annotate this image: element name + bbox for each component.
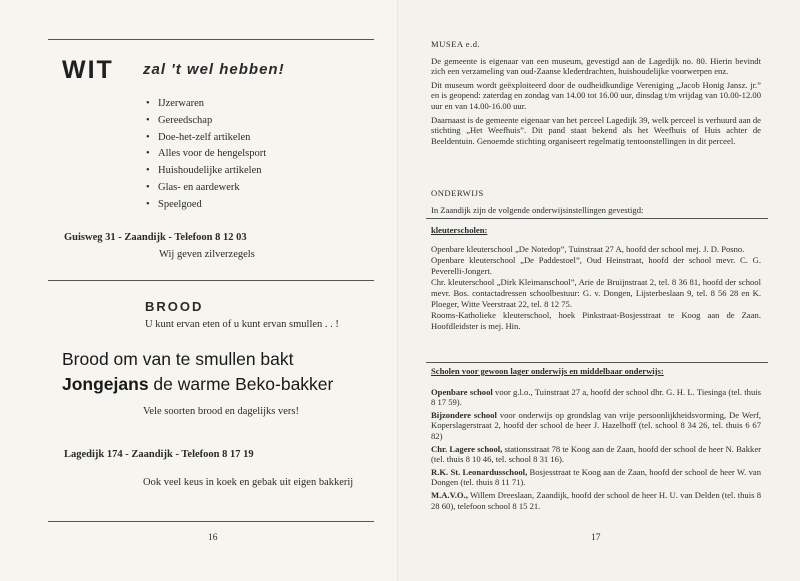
onderwijs-heading: ONDERWIJS [431,188,484,198]
list-item: Chr. kleuterschool „Dirk Kleimanschool”, Arie de Bruijnstraat 2, tel. 8 36 81, hoofd der school mevr. Bos. contactadressen schoolbestuur: G. v. Dongen, Lijsterbeslaan 9, tel. 8 56 28 en K. Ploeger, Witte Veerstraat 22, tel. 8 12 75. [431,277,761,309]
kleuter-heading: kleuterscholen: [431,225,488,235]
brood-ad-address: Lagedijk 174 - Zaandijk - Telefoon 8 17 19 [64,449,254,460]
list-item: • Doe-het-zelf artikelen [146,130,266,147]
list-item: Openbare kleuterschool „De Paddestoel”, Oud Heinstraat, hoofd der school mevr. C. G. Peverelli-Jongert. [431,255,761,276]
bakery-tagline: de warme Beko-bakker [148,374,334,394]
page-number-right: 17 [591,533,601,543]
school-details: stationsstraat 78 te Koog aan de Zaan, hoofd der school de heer N. Bakker (tel. thuis 8 10 46, tel. school 8 31 16). [431,443,761,465]
brood-ad-subheading: U kunt ervan eten of u kunt ervan smullen . . ! [145,319,339,330]
onderwijs-section [431,188,761,215]
musea-section [431,39,761,146]
list-item [431,467,761,488]
brood-ad-line1: Brood om van te smullen bakt [62,349,294,369]
musea-paragraph-1: De gemeente is eigenaar van een museum, gevestigd aan de Lagedijk no. 80. Hierin bevindt zich een verzameling van oud-Zaanse klederdrachten, huishoudelijke voorwerpen enz. [431,55,761,77]
school-name: Openbare school [431,386,493,397]
wit-ad-stamps: Wij geven zilverzegels [159,249,255,260]
list-item [431,387,761,408]
list-item: • Huishoudelijke artikelen [146,163,266,180]
list-item: • IJzerwaren [146,96,266,113]
bottom-rule [48,521,374,522]
wit-ad-slogan: zal 't wel hebben! [143,61,285,78]
divider-rule [48,280,374,281]
school-name: R.K. St. Leonardusschool, [431,466,528,477]
school-name: Chr. Lagere school, [431,443,503,454]
page-number-left: 16 [208,533,218,543]
school-details: voor onderwijs op grondslag van vrije persoonlijkheidsvorming, De Werf, Koperslagerstraat 2, hoofd der school de heer J. Hazelhoff (tel. school 8 34 26, tel. thuis 6 67 82) [431,409,761,441]
kleuterscholen-section [431,225,761,331]
list-item: • Glas- en aardewerk [146,180,266,197]
brood-ad-line2 [62,374,333,395]
lager-heading: Scholen voor gewoon lager onderwijs en middelbaar onderwijs: [431,366,664,376]
musea-heading: MUSEA e.d. [431,39,481,49]
wit-ad-address: Guisweg 31 - Zaandijk - Telefoon 8 12 03 [64,232,247,243]
top-rule [48,39,374,40]
bakery-name: Jongejans [62,374,149,394]
musea-paragraph-3: Daarnaast is de gemeente eigenaar van het perceel Lagedijk 39, welk perceel is verhuurd aan de stichting „Het Weefhuis”. Dit pand staat bekend als het Weefhuis of Huis achter de Beeldentuin. Genoemde stichting organiseert regelmatig tentoonstellingen in dit perceel. [431,114,761,146]
school-details: voor g.l.o., Tuinstraat 27 a, hoofd der school dhr. G. H. L. Tiesinga (tel. thuis 8 17 59). [431,386,761,408]
list-item [431,490,761,511]
list-item: • Gereedschap [146,113,266,130]
list-item [431,410,761,442]
onderwijs-rule-2 [426,362,768,363]
list-item: Openbare kleuterschool „De Notedop”, Tuinstraat 27 A, hoofd der school mej. J. D. Posno. [431,243,745,254]
school-name: Bijzondere school [431,409,497,420]
wit-ad-title: WIT [62,56,114,84]
list-item: Rooms-Katholieke kleuterschool, hoek Pinkstraat-Bosjesstraat te Koog aan de Zaan. Hoofdleidster is mej. Hin. [431,310,761,331]
school-name: M.A.V.O., [431,489,468,500]
brood-ad-heading: BROOD [145,299,204,314]
onderwijs-intro: In Zaandijk zijn de volgende onderwijsinstellingen gevestigd: [431,204,644,215]
onderwijs-rule-1 [426,218,768,219]
wit-product-list [146,96,266,214]
list-item: • Alles voor de hengelsport [146,146,266,163]
brood-ad-closing: Ook veel keus in koek en gebak uit eigen bakkerij [143,477,354,488]
list-item [431,444,761,465]
brood-ad-tagline: Vele soorten brood en dagelijks vers! [143,406,299,417]
lager-onderwijs-section [431,366,761,511]
musea-paragraph-2: Dit museum wordt geëxploiteerd door de oudheidkundige Vereniging „Jacob Honig Jansz. jr.” en is geopend: zaterdag en zondag van 14.00 tot 16.00 uur, dinsdag t/m vrijdag van 10.00-12.00 uur en van 14.00-16.00 uur. [431,79,761,111]
school-details: Willem Dreeslaan, Zaandijk, hoofd der school de heer H. U. van Delden (tel. thuis 8 28 60), telefoon school 8 15 21. [431,489,761,511]
list-item: • Speelgoed [146,197,266,214]
school-details: Bosjesstraat te Koog aan de Zaan, hoofd der school de heer W. van Dongen (tel. thuis 8 11 71). [431,466,762,488]
